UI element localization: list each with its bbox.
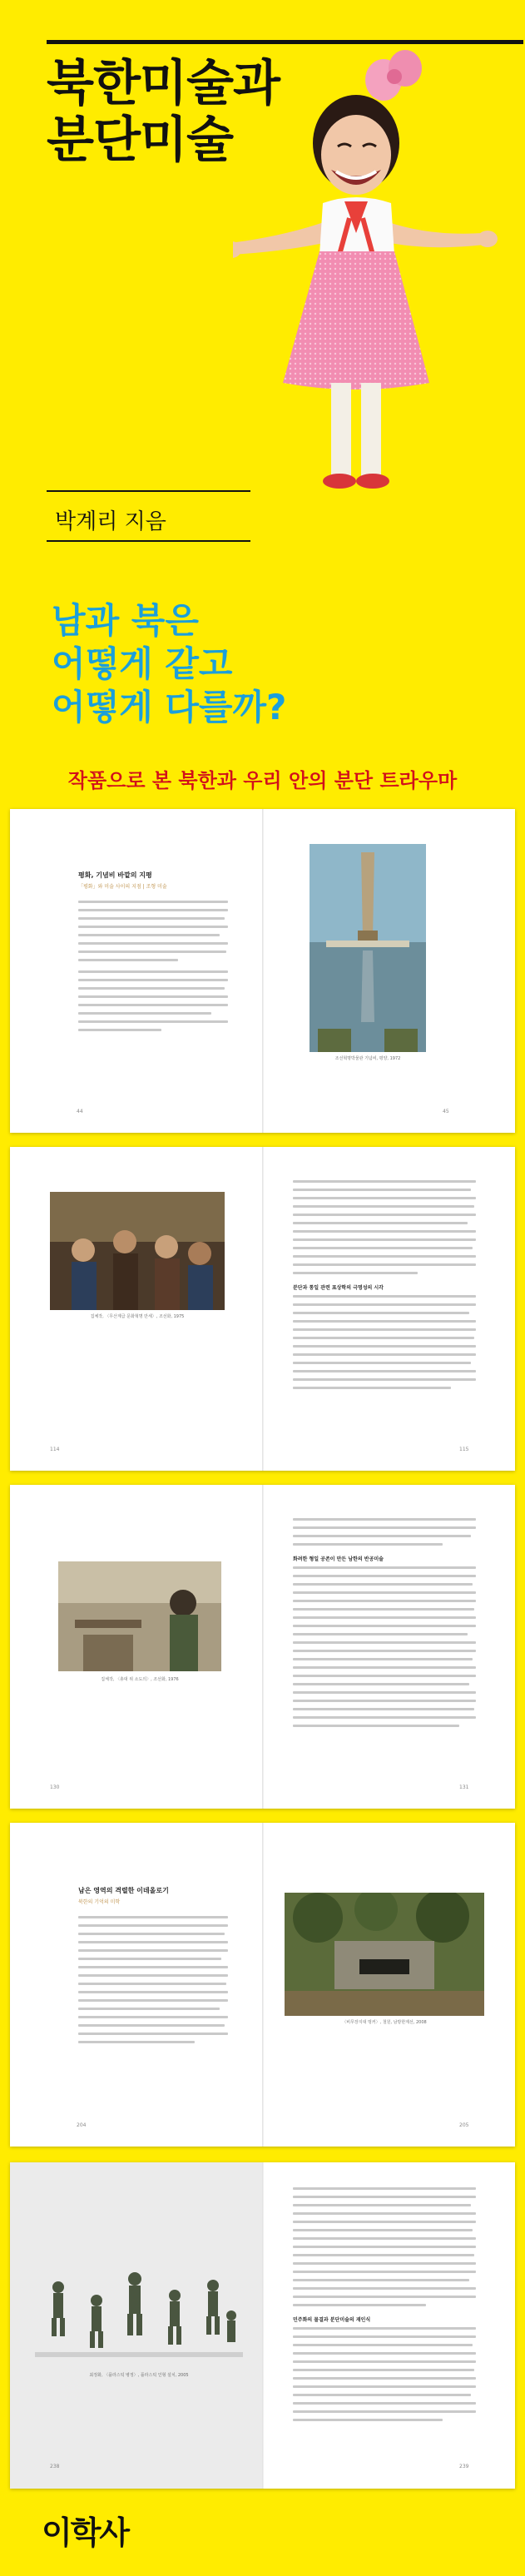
text-line (293, 2246, 476, 2248)
text-line (293, 1303, 476, 1306)
text-line (78, 1029, 161, 1031)
text-line (293, 1700, 476, 1702)
text-line (293, 1666, 476, 1669)
section-heading: 민주화의 물결과 분단미술의 재인식 (293, 2317, 371, 2323)
spread-gutter (262, 2162, 264, 2489)
text-line (293, 2196, 476, 2198)
text-line (293, 1230, 476, 1233)
text-line (78, 1012, 211, 1015)
text-line (293, 1535, 471, 1537)
book-spread-4 (10, 1823, 515, 2147)
text-line (293, 1600, 476, 1602)
text-line (293, 1255, 476, 1258)
text-line (293, 1616, 476, 1619)
text-line (293, 1641, 476, 1644)
text-line (293, 1328, 476, 1331)
text-line (293, 2335, 476, 2338)
cover-subtitle: 작품으로 본 북한과 우리 안의 분단 트라우마 (67, 769, 458, 792)
text-line (78, 934, 220, 936)
text-line (293, 2419, 443, 2421)
text-line (78, 950, 226, 953)
text-line (78, 2008, 220, 2010)
text-line (293, 1633, 468, 1635)
plastic-soldiers-photo (35, 2254, 243, 2362)
text-line (293, 1353, 476, 1356)
text-line (293, 1716, 476, 1719)
text-line (293, 2352, 476, 2355)
text-line (293, 1295, 476, 1298)
page-number-right: 239 (459, 2464, 469, 2469)
question-line1: 남과 북은 (52, 600, 199, 641)
spread-gutter (262, 1147, 264, 1471)
text-line (293, 1526, 476, 1529)
text-line (78, 2016, 228, 2018)
text-line (293, 1683, 469, 1685)
text-line (293, 2279, 469, 2281)
text-line (293, 2187, 476, 2190)
chapter-heading: 남은 영역의 격렬한 이데올로기 (78, 1887, 169, 1894)
text-line (293, 1608, 474, 1611)
text-line (293, 2344, 473, 2346)
text-line (78, 1999, 228, 2002)
text-line (293, 1708, 474, 1710)
text-line (78, 917, 225, 920)
text-line (293, 1238, 476, 1241)
page-number-left: 114 (50, 1447, 60, 1452)
text-line (293, 2402, 476, 2405)
book-title-line1: 북한미술과 (47, 54, 280, 112)
text-line (78, 1004, 228, 1006)
text-line (293, 2262, 476, 2265)
text-line (293, 1362, 471, 1364)
text-line (78, 1974, 228, 1977)
text-line (293, 2204, 471, 2206)
painting-image (58, 1561, 221, 1671)
text-line (78, 987, 225, 990)
page-number-right: 115 (459, 1447, 469, 1452)
text-line (293, 1197, 476, 1199)
text-line (293, 1272, 418, 1274)
text-line (78, 942, 228, 945)
spread-gutter (262, 809, 264, 1133)
text-line (293, 1575, 476, 1577)
text-line (293, 1650, 476, 1652)
text-line (293, 1214, 476, 1216)
text-line (78, 2033, 228, 2035)
text-line (78, 1966, 228, 1968)
page-number-left: 204 (77, 2122, 87, 2128)
question-text (52, 599, 286, 729)
text-line (293, 1691, 476, 1694)
spread-gutter (262, 1485, 264, 1809)
text-line (293, 1518, 476, 1521)
text-line (293, 1370, 476, 1372)
question-line2: 어떻게 같고 (52, 643, 233, 684)
page-number-right: 131 (459, 1784, 469, 1790)
author-top-rule (47, 490, 250, 492)
page-number-right: 205 (459, 2122, 469, 2128)
painting-caption: 집체작, 〈무산계급 문화혁명 만세〉, 조선화, 1975 (90, 1314, 185, 1319)
text-line (78, 1949, 228, 1952)
text-line (293, 2394, 471, 2396)
text-line (293, 1205, 474, 1208)
text-line (293, 2360, 476, 2363)
text-line (293, 2237, 476, 2240)
text-line (293, 2304, 426, 2306)
text-line (293, 2212, 476, 2215)
text-line (78, 979, 228, 981)
text-line (293, 1725, 459, 1727)
book-spread-2 (10, 1147, 515, 1471)
text-line (78, 995, 228, 998)
painting-image (50, 1192, 225, 1310)
text-line (78, 909, 228, 911)
text-line (293, 1337, 474, 1339)
author-name: 박계리 지음 (55, 509, 166, 534)
text-line (78, 2024, 225, 2027)
text-line (293, 1247, 473, 1249)
book-spread-3 (10, 1485, 515, 1809)
text-line (293, 1675, 476, 1677)
text-line (293, 1222, 468, 1224)
photo-caption: 조선혁명박물관 기념비, 평양, 1972 (334, 1056, 401, 1061)
text-line (293, 1263, 476, 1266)
spread-gutter (262, 1823, 264, 2147)
photo-caption: 〈비무장지대 벙커〉, 철원, 남방한계선, 2008 (342, 2020, 427, 2025)
text-line (293, 1189, 471, 1191)
text-line (293, 2287, 476, 2290)
text-line (293, 1345, 476, 1348)
text-line (78, 1020, 228, 1023)
section-heading: 분단과 통일 관련 표상학의 극명성의 시각 (293, 1285, 384, 1291)
book-spread-1 (10, 809, 515, 1133)
text-line (78, 959, 178, 961)
text-line (293, 2296, 476, 2298)
chapter-subheading: 「평화」와 미술 사이의 지점 | 조형 미술 (78, 884, 167, 890)
text-line (293, 1625, 476, 1627)
monument-photo (310, 844, 426, 1052)
painting-caption: 집체작, 〈총대 위 소도의〉, 조선화, 1976 (101, 1677, 179, 1682)
section-heading: 화려한 형일 공존이 만든 남한의 반공미술 (293, 1556, 384, 1562)
author-bottom-rule (47, 540, 250, 542)
cover-figure-illustration (233, 37, 508, 499)
text-line (293, 1180, 476, 1183)
text-line (293, 1387, 451, 1389)
text-line (78, 1958, 221, 1960)
bunker-photo (285, 1893, 484, 2016)
page-number-left: 130 (50, 1784, 60, 1790)
text-line (293, 1378, 476, 1381)
text-line (293, 1566, 476, 1569)
chapter-heading: 평화, 기념비 바깥의 지평 (78, 871, 152, 879)
text-line (78, 1991, 228, 1993)
text-line (293, 2327, 476, 2330)
text-line (293, 1543, 443, 1546)
text-line (293, 2271, 476, 2273)
text-line (293, 1583, 473, 1586)
text-line (293, 1591, 476, 1594)
text-line (293, 1658, 473, 1660)
text-line (293, 1312, 469, 1314)
page-number-left: 238 (50, 2464, 60, 2469)
photo-caption: 최정화, 〈플라스틱 병정〉, 플라스틱 인형 설치, 2005 (89, 2373, 189, 2378)
page-number-right: 45 (443, 1109, 449, 1114)
text-line (78, 1933, 225, 1935)
text-line (293, 2254, 474, 2256)
question-line3: 어떻게 다를까? (52, 687, 287, 727)
text-line (293, 2369, 474, 2371)
text-line (78, 926, 228, 928)
text-line (293, 2221, 476, 2223)
book-title-line2: 분단미술 (47, 111, 233, 168)
text-line (78, 1983, 226, 1985)
chapter-subheading: 북한의 기억의 미학 (78, 1899, 121, 1905)
text-line (293, 2385, 476, 2388)
text-line (78, 1924, 228, 1927)
text-line (293, 1320, 476, 1323)
text-line (293, 2229, 473, 2231)
page-number-left: 44 (77, 1109, 83, 1114)
text-line (78, 901, 228, 903)
text-line (78, 1941, 228, 1943)
publisher-logo: 이학사 (42, 2514, 129, 2551)
text-line (78, 2041, 195, 2043)
text-line (293, 2410, 476, 2413)
text-line (78, 1916, 228, 1918)
text-line (293, 2377, 476, 2380)
book-spread-5 (10, 2162, 515, 2489)
text-line (78, 970, 228, 973)
